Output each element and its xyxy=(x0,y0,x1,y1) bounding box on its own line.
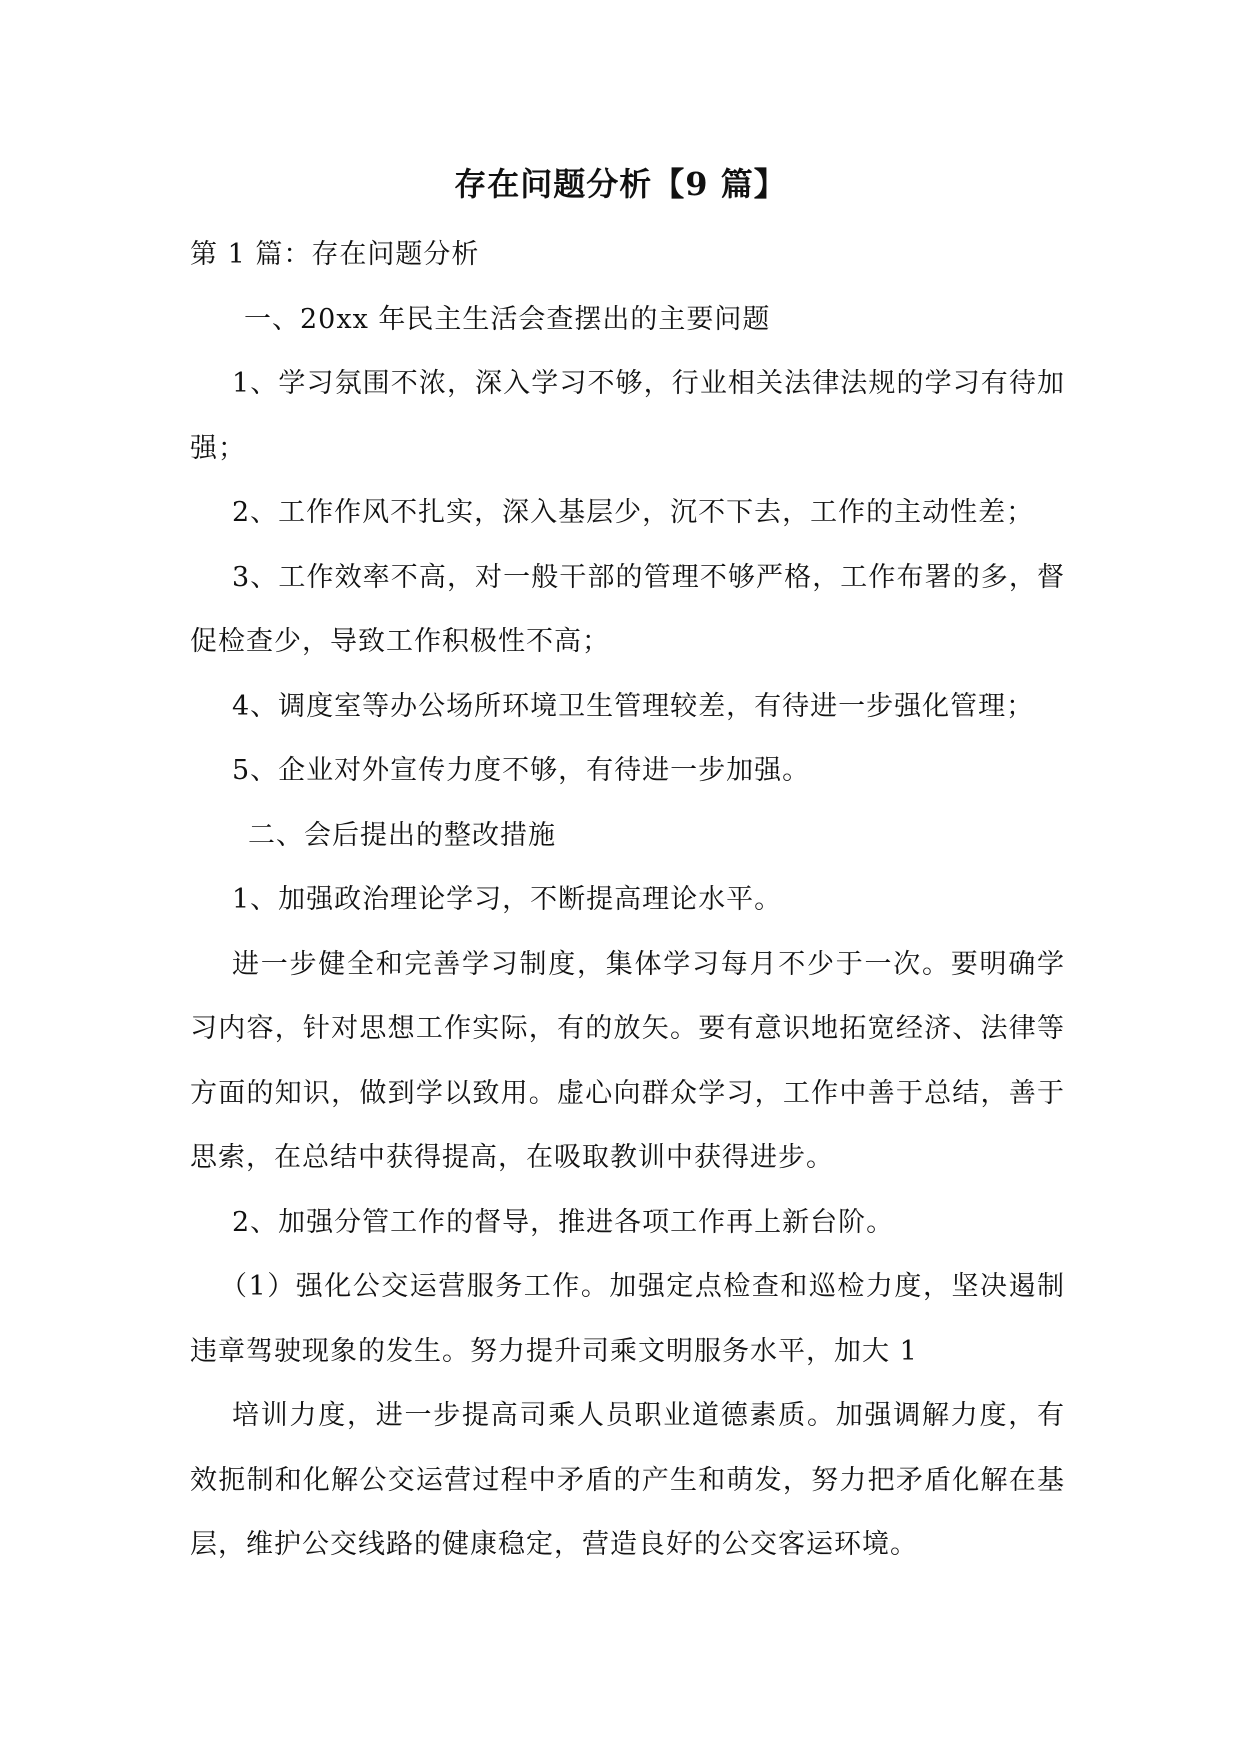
paragraph-problem-2: 2、工作作风不扎实，深入基层少，沉不下去，工作的主动性差； xyxy=(232,497,1035,528)
paragraph-measure-1: 1、加强政治理论学习，不断提高理论水平。 xyxy=(232,884,783,915)
document-title: 存在问题分析【9 篇】 xyxy=(454,165,787,203)
section-heading-problems: 一、20xx 年民主生活会查摆出的主要问题 xyxy=(244,303,771,335)
section-heading-measures: 二、会后提出的整改措施 xyxy=(248,819,556,851)
paragraph-problem-5: 5、企业对外宣传力度不够，有待进一步加强。 xyxy=(232,755,811,786)
paragraph-problem-1: 1、学习氛围不浓，深入学习不够，行业相关法律法规的学习有待加强； xyxy=(190,368,1065,464)
paragraph-problem-4: 4、调度室等办公场所环境卫生管理较差，有待进一步强化管理； xyxy=(232,690,1035,722)
document-body xyxy=(190,223,1065,1578)
paragraph-measure-2-item-1-continued: 培训力度，进一步提高司乘人员职业道德素质。加强调解力度，有效扼制和化解公交运营过程中矛盾的产生和萌发，努力把矛盾化解在基层，维护公交线路的健康稳定，营造良好的公交客运环境。 xyxy=(190,1400,1065,1560)
paragraph-measure-1-detail: 进一步健全和完善学习制度，集体学习每月不少于一次。要明确学习内容，针对思想工作实际，有的放矢。要有意识地拓宽经济、法律等方面的知识，做到学以致用。虚心向群众学习，工作中善于总结，善于思索，在总结中获得提高，在吸取教训中获得进步。 xyxy=(190,948,1065,1173)
section-heading-article-1: 第 1 篇：存在问题分析 xyxy=(190,239,480,270)
paragraph-measure-2: 2、加强分管工作的督导，推进各项工作再上新台阶。 xyxy=(232,1206,895,1238)
paragraph-measure-2-item-1: （1）强化公交运营服务工作。加强定点检查和巡检力度，坚决遏制违章驾驶现象的发生。努力提升司乘文明服务水平，加大 1 xyxy=(190,1271,1065,1367)
paragraph-problem-3: 3、工作效率不高，对一般干部的管理不够严格，工作布署的多，督促检查少，导致工作积极性不高； xyxy=(190,561,1065,657)
